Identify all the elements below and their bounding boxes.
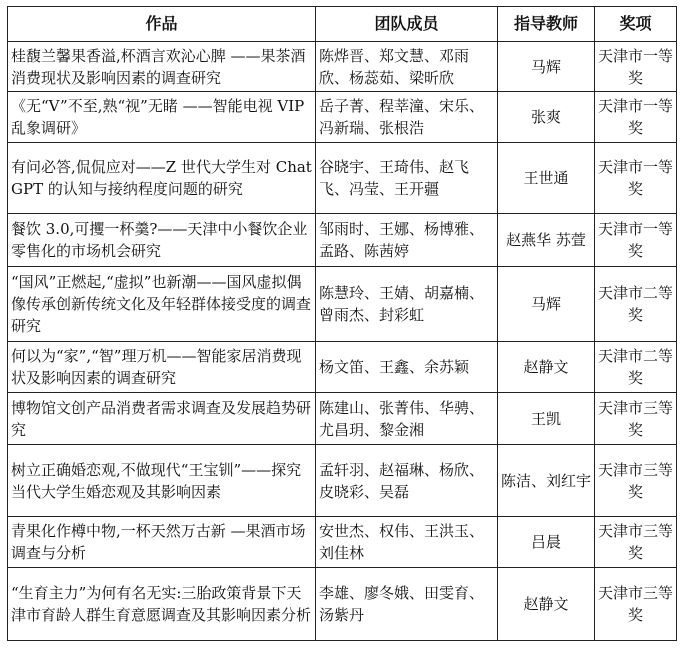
table-row (8, 393, 677, 445)
advisor-cell: 王世通 (498, 143, 595, 214)
advisor-cell: 赵静文 (498, 568, 595, 641)
advisor-cell: 赵静文 (498, 342, 595, 393)
table-row (8, 214, 677, 267)
work-title-cell: 博物馆文创产品消费者需求调查及发展趋势研究 (8, 393, 316, 445)
work-title-cell: “国风”正燃起,“虚拟”也新潮——国风虚拟偶像传承创新传统文化及年轻群体接受度的调查研究 (8, 267, 316, 342)
work-title-cell: 青果化作樽中物,一杯天然万古新 —果酒市场调查与分析 (8, 517, 316, 568)
award-cell: 天津市一等奖 (595, 42, 677, 92)
award-cell: 天津市二等奖 (595, 342, 677, 393)
table-row (8, 143, 677, 214)
work-title-cell: 何以为“家”,“智”理万机——智能家居消费现状及影响因素的调查研究 (8, 342, 316, 393)
team-members-cell: 陈烨晋、郑文慧、邓雨欣、杨蕊茹、梁昕欣 (316, 42, 498, 92)
table-row (8, 267, 677, 342)
team-members-cell: 陈慧玲、王婧、胡嘉楠、曾雨杰、封彩虹 (316, 267, 498, 342)
work-title-cell: 桂馥兰馨果香溢,杯酒言欢沁心脾 ——果茶酒消费现状及影响因素的调查研究 (8, 42, 316, 92)
team-members-cell: 安世杰、权伟、王洪玉、刘佳林 (316, 517, 498, 568)
award-cell: 天津市三等奖 (595, 517, 677, 568)
award-cell: 天津市一等奖 (595, 92, 677, 143)
team-members-cell: 邹雨时、王娜、杨博雅、孟路、陈茜婷 (316, 214, 498, 267)
team-members-cell: 岳子菁、程莘潼、宋乐、冯新瑞、张根浩 (316, 92, 498, 143)
team-members-cell: 孟轩羽、赵福琳、杨欣、皮晓彩、吴磊 (316, 445, 498, 517)
awards-sheet (7, 6, 676, 641)
table-row (8, 445, 677, 517)
awards-table (7, 6, 677, 641)
work-title-cell: 有问必答,侃侃应对——Z 世代大学生对 ChatGPT 的认知与接纳程度问题的研究 (8, 143, 316, 214)
award-cell: 天津市三等奖 (595, 568, 677, 641)
table-row (8, 92, 677, 143)
column-header-teacher: 指导教师 (498, 7, 595, 42)
advisor-cell: 马辉 (498, 267, 595, 342)
team-members-cell: 谷晓宇、王琦伟、赵飞飞、冯莹、王开疆 (316, 143, 498, 214)
column-header-members: 团队成员 (316, 7, 498, 42)
award-cell: 天津市二等奖 (595, 267, 677, 342)
column-header-work: 作品 (8, 7, 316, 42)
work-title-cell: “生育主力”为何有名无实:三胎政策背景下天津市育龄人群生育意愿调查及其影响因素分析 (8, 568, 316, 641)
team-members-cell: 李雄、廖冬娥、田雯育、汤紫丹 (316, 568, 498, 641)
table-row (8, 42, 677, 92)
table-row (8, 342, 677, 393)
award-cell: 天津市一等奖 (595, 214, 677, 267)
team-members-cell: 陈建山、张菁伟、华骋、尤昌玥、黎金湘 (316, 393, 498, 445)
advisor-cell: 王凯 (498, 393, 595, 445)
work-title-cell: 餐饮 3.0,可攫一杯羹?——天津中小餐饮企业零售化的市场机会研究 (8, 214, 316, 267)
award-cell: 天津市三等奖 (595, 393, 677, 445)
table-header-row (8, 7, 677, 42)
column-header-award: 奖项 (595, 7, 677, 42)
work-title-cell: 《无“V”不至,熟“视”无睹 ——智能电视 VIP 乱象调研》 (8, 92, 316, 143)
table-row (8, 568, 677, 641)
advisor-cell: 张爽 (498, 92, 595, 143)
advisor-cell: 赵燕华 苏萱 (498, 214, 595, 267)
advisor-cell: 吕晨 (498, 517, 595, 568)
award-cell: 天津市三等奖 (595, 445, 677, 517)
advisor-cell: 陈洁、刘红宇 (498, 445, 595, 517)
table-row (8, 517, 677, 568)
advisor-cell: 马辉 (498, 42, 595, 92)
work-title-cell: 树立正确婚恋观,不做现代“王宝钏”——探究当代大学生婚恋观及其影响因素 (8, 445, 316, 517)
team-members-cell: 杨文笛、王鑫、余苏颖 (316, 342, 498, 393)
award-cell: 天津市一等奖 (595, 143, 677, 214)
